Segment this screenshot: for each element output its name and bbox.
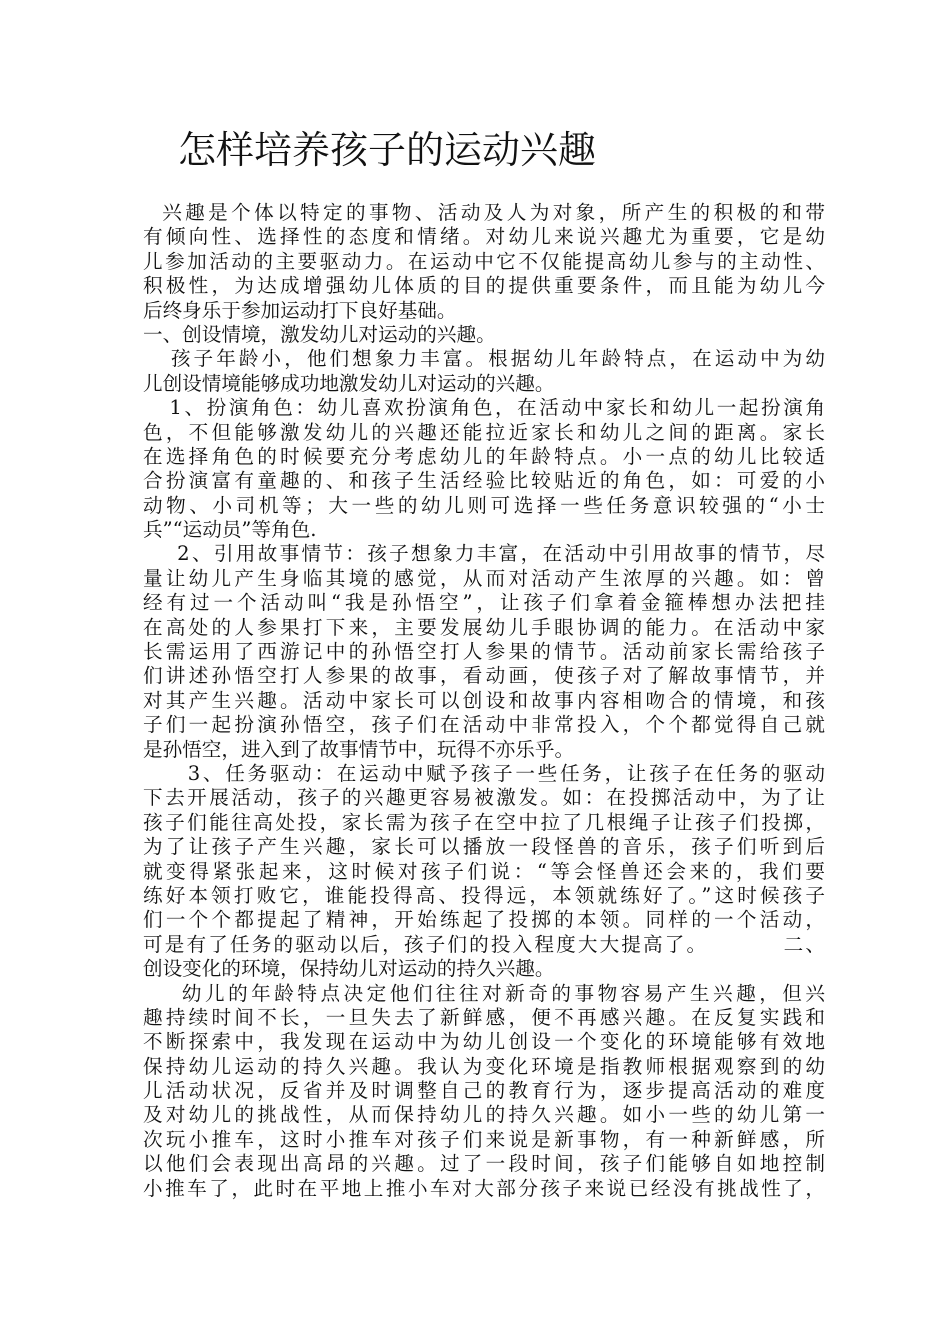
body-text-line: 在选择角色的时候要充分考虑幼儿的年龄特点。小一点的幼儿比较适 [143,444,825,468]
body-text-line: 对其产生兴趣。活动中家长可以创设和故事内容相吻合的情境，和孩 [143,688,825,712]
body-text-line: 儿创设情境能够成功地激发幼儿对运动的兴趣。 [143,371,555,395]
body-text-line: 是孙悟空，进入到了故事情节中，玩得不亦乐乎。 [143,737,575,761]
body-text-line: 积极性，为达成增强幼儿体质的目的提供重要条件，而且能为幼儿今 [143,274,825,298]
body-text-line: 不断探索中，我发现在运动中为幼儿创设一个变化的环境能够有效地 [143,1030,825,1054]
body-text-line: 长需运用了西游记中的孙悟空打人参果的情节。活动前家长需给孩子 [143,640,825,664]
body-text-line: 3、任务驱动：在运动中赋予孩子一些任务，让孩子在任务的驱动 [143,761,825,785]
body-text-line: 就变得紧张起来，这时候对孩子们说：“等会怪兽还会来的，我们要 [143,859,825,883]
body-text-line: 下去开展活动，孩子的兴趣更容易被激发。如：在投掷活动中，为了让 [143,786,825,810]
body-text-line: 2、引用故事情节：孩子想象力丰富，在活动中引用故事的情节，尽 [143,542,825,566]
body-text-line: 有倾向性、选择性的态度和情绪。对幼儿来说兴趣尤为重要，它是幼 [143,225,825,249]
body-text-line: 一、创设情境，激发幼儿对运动的兴趣。 [143,322,496,346]
body-text-line: 经有过一个活动叫“我是孙悟空”，让孩子们拿着金箍棒想办法把挂 [143,591,825,615]
body-text-line: 合扮演富有童趣的、和孩子生活经验比较贴近的角色，如：可爱的小 [143,469,825,493]
body-text-line: 色，不但能够激发幼儿的兴趣还能拉近家长和幼儿之间的距离。家长 [143,420,825,444]
body-text-line: 们讲述孙悟空打人参果的故事，看动画，使孩子对了解故事情节，并 [143,664,825,688]
body-text-line: 兵”“运动员”等角色. [143,518,317,542]
document-body [143,201,825,1201]
body-text-line: 创设变化的环境，保持幼儿对运动的持久兴趣。 [143,957,555,981]
body-text-line: 动物、小司机等；大一些的幼儿则可选择一些任务意识较强的“小士 [143,493,825,517]
body-text-line: 们一个个都提起了精神，开始练起了投掷的本领。同样的一个活动， [143,908,825,932]
body-text-line: 儿参加活动的主要驱动力。在运动中它不仅能提高幼儿参与的主动性、 [143,249,825,273]
body-text-line: 练好本领打败它，谁能投得高、投得远，本领就练好了。”这时候孩子 [143,883,825,907]
body-text-line: 小推车了，此时在平地上推小车对大部分孩子来说已经没有挑战性了， [143,1176,825,1200]
body-text-line: 以他们会表现出高昂的兴趣。过了一段时间，孩子们能够自如地控制 [143,1152,825,1176]
body-text-line: 量让幼儿产生身临其境的感觉，从而对活动产生浓厚的兴趣。如：曾 [143,566,825,590]
document-title: 怎样培养孩子的运动兴趣 [178,128,597,172]
body-text-line: 可是有了任务的驱动以后，孩子们的投入程度大大提高了。 二、 [143,932,825,956]
body-text-line: 趣持续时间不长，一旦失去了新鲜感，便不再感兴趣。在反复实践和 [143,1005,825,1029]
body-text-line: 后终身乐于参加运动打下良好基础。 [143,298,457,322]
body-text-line: 子们一起扮演孙悟空，孩子们在活动中非常投入，个个都觉得自己就 [143,713,825,737]
body-text-line: 儿活动状况，反省并及时调整自己的教育行为，逐步提高活动的难度 [143,1079,825,1103]
body-text-line: 在高处的人参果打下来，主要发展幼儿手眼协调的能力。在活动中家 [143,615,825,639]
body-text-line: 兴趣是个体以特定的事物、活动及人为对象，所产生的积极的和带 [143,201,825,224]
body-text-line: 孩子们能往高处投，家长需为孩子在空中拉了几根绳子让孩子们投掷， [143,810,825,834]
body-text-line: 及对幼儿的挑战性，从而保持幼儿的持久兴趣。如小一些的幼儿第一 [143,1103,825,1127]
body-text-line: 保持幼儿运动的持久兴趣。我认为变化环境是指教师根据观察到的幼 [143,1054,825,1078]
body-text-line: 幼儿的年龄特点决定他们往往对新奇的事物容易产生兴趣，但兴 [143,981,825,1005]
body-text-line: 次玩小推车，这时小推车对孩子们来说是新事物，有一种新鲜感，所 [143,1127,825,1151]
body-text-line: 1、扮演角色：幼儿喜欢扮演角色，在活动中家长和幼儿一起扮演角 [143,396,825,420]
body-text-line: 孩子年龄小，他们想象力丰富。根据幼儿年龄特点，在运动中为幼 [143,347,825,371]
body-text-line: 为了让孩子产生兴趣，家长可以播放一段怪兽的音乐，孩子们听到后 [143,835,825,859]
